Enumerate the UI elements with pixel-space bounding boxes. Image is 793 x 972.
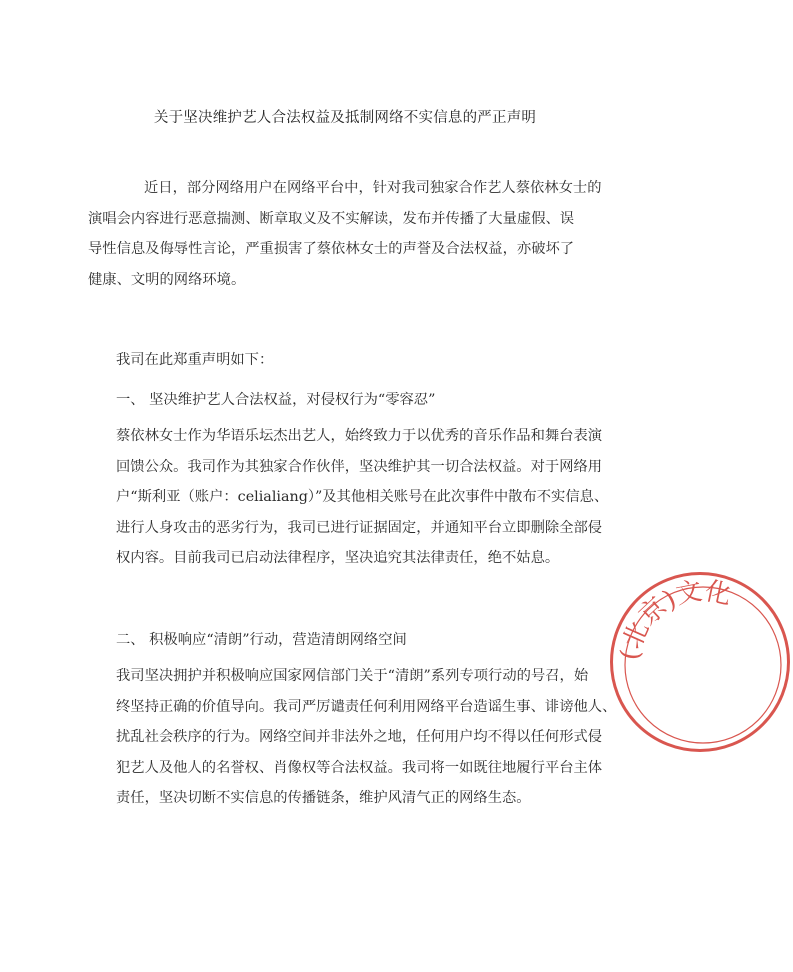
section2-body xyxy=(116,661,621,814)
intro-line: 演唱会内容进行恶意揣测、断章取义及不实解读，发布并传播了大量虚假、误 xyxy=(88,210,575,227)
company-seal xyxy=(610,572,790,752)
intro-line: 导性信息及侮辱性言论，严重损害了蔡依林女士的声誉及合法权益，亦破坏了 xyxy=(88,241,575,257)
section1-line: 进行人身攻击的恶劣行为，我司已进行证据固定，并通知平台立即删除全部侵 xyxy=(116,519,603,536)
intro-line: 健康、文明的网络环境。 xyxy=(88,271,246,288)
section2-line: 责任，坚决切断不实信息的传播链条，维护风清气正的网络生态。 xyxy=(116,790,531,806)
statement-lead: 我司在此郑重声明如下： xyxy=(116,352,274,368)
section1-body xyxy=(116,421,621,574)
document-title: 关于坚决维护艺人合法权益及抵制网络不实信息的严正声明 xyxy=(153,110,537,126)
section1-line: 蔡依林女士作为华语乐坛杰出艺人，始终致力于以优秀的音乐作品和舞台表演 xyxy=(116,428,603,444)
section1-line: 户“斯利亚（账户：celialiang）”及其他相关账号在此次事件中散布不实信息、 xyxy=(116,489,609,505)
intro-paragraph xyxy=(88,173,621,295)
section2-line: 终坚持正确的价值导向。我司严厉谴责任何利用网络平台造谣生事、诽谤他人、 xyxy=(116,698,617,715)
section1-line: 回馈公众。我司作为其独家合作伙伴，坚决维护其一切合法权益。对于网络用 xyxy=(116,458,603,475)
section2-line: 我司坚决拥护并积极响应国家网信部门关于“清朗”系列专项行动的号召，始 xyxy=(116,668,589,684)
intro-line: 近日，部分网络用户在网络平台中，针对我司独家合作艺人蔡依林女士的 xyxy=(144,180,602,196)
section1-heading: 一、 坚决维护艺人合法权益，对侵权行为“零容忍” xyxy=(116,392,436,408)
section1-line: 权内容。目前我司已启动法律程序，坚决追究其法律责任，绝不姑息。 xyxy=(116,550,560,566)
section2-heading: 二、 积极响应“清朗”行动，营造清朗网络空间 xyxy=(116,632,407,648)
section2-line: 犯艺人及他人的名誉权、肖像权等合法权益。我司将一如既往地履行平台主体 xyxy=(116,759,603,776)
section2-line: 扰乱社会秩序的行为。网络空间并非法外之地，任何用户均不得以任何形式侵 xyxy=(116,729,603,745)
seal-graphic xyxy=(613,575,793,755)
seal-text: (北京)文化 xyxy=(615,576,734,662)
